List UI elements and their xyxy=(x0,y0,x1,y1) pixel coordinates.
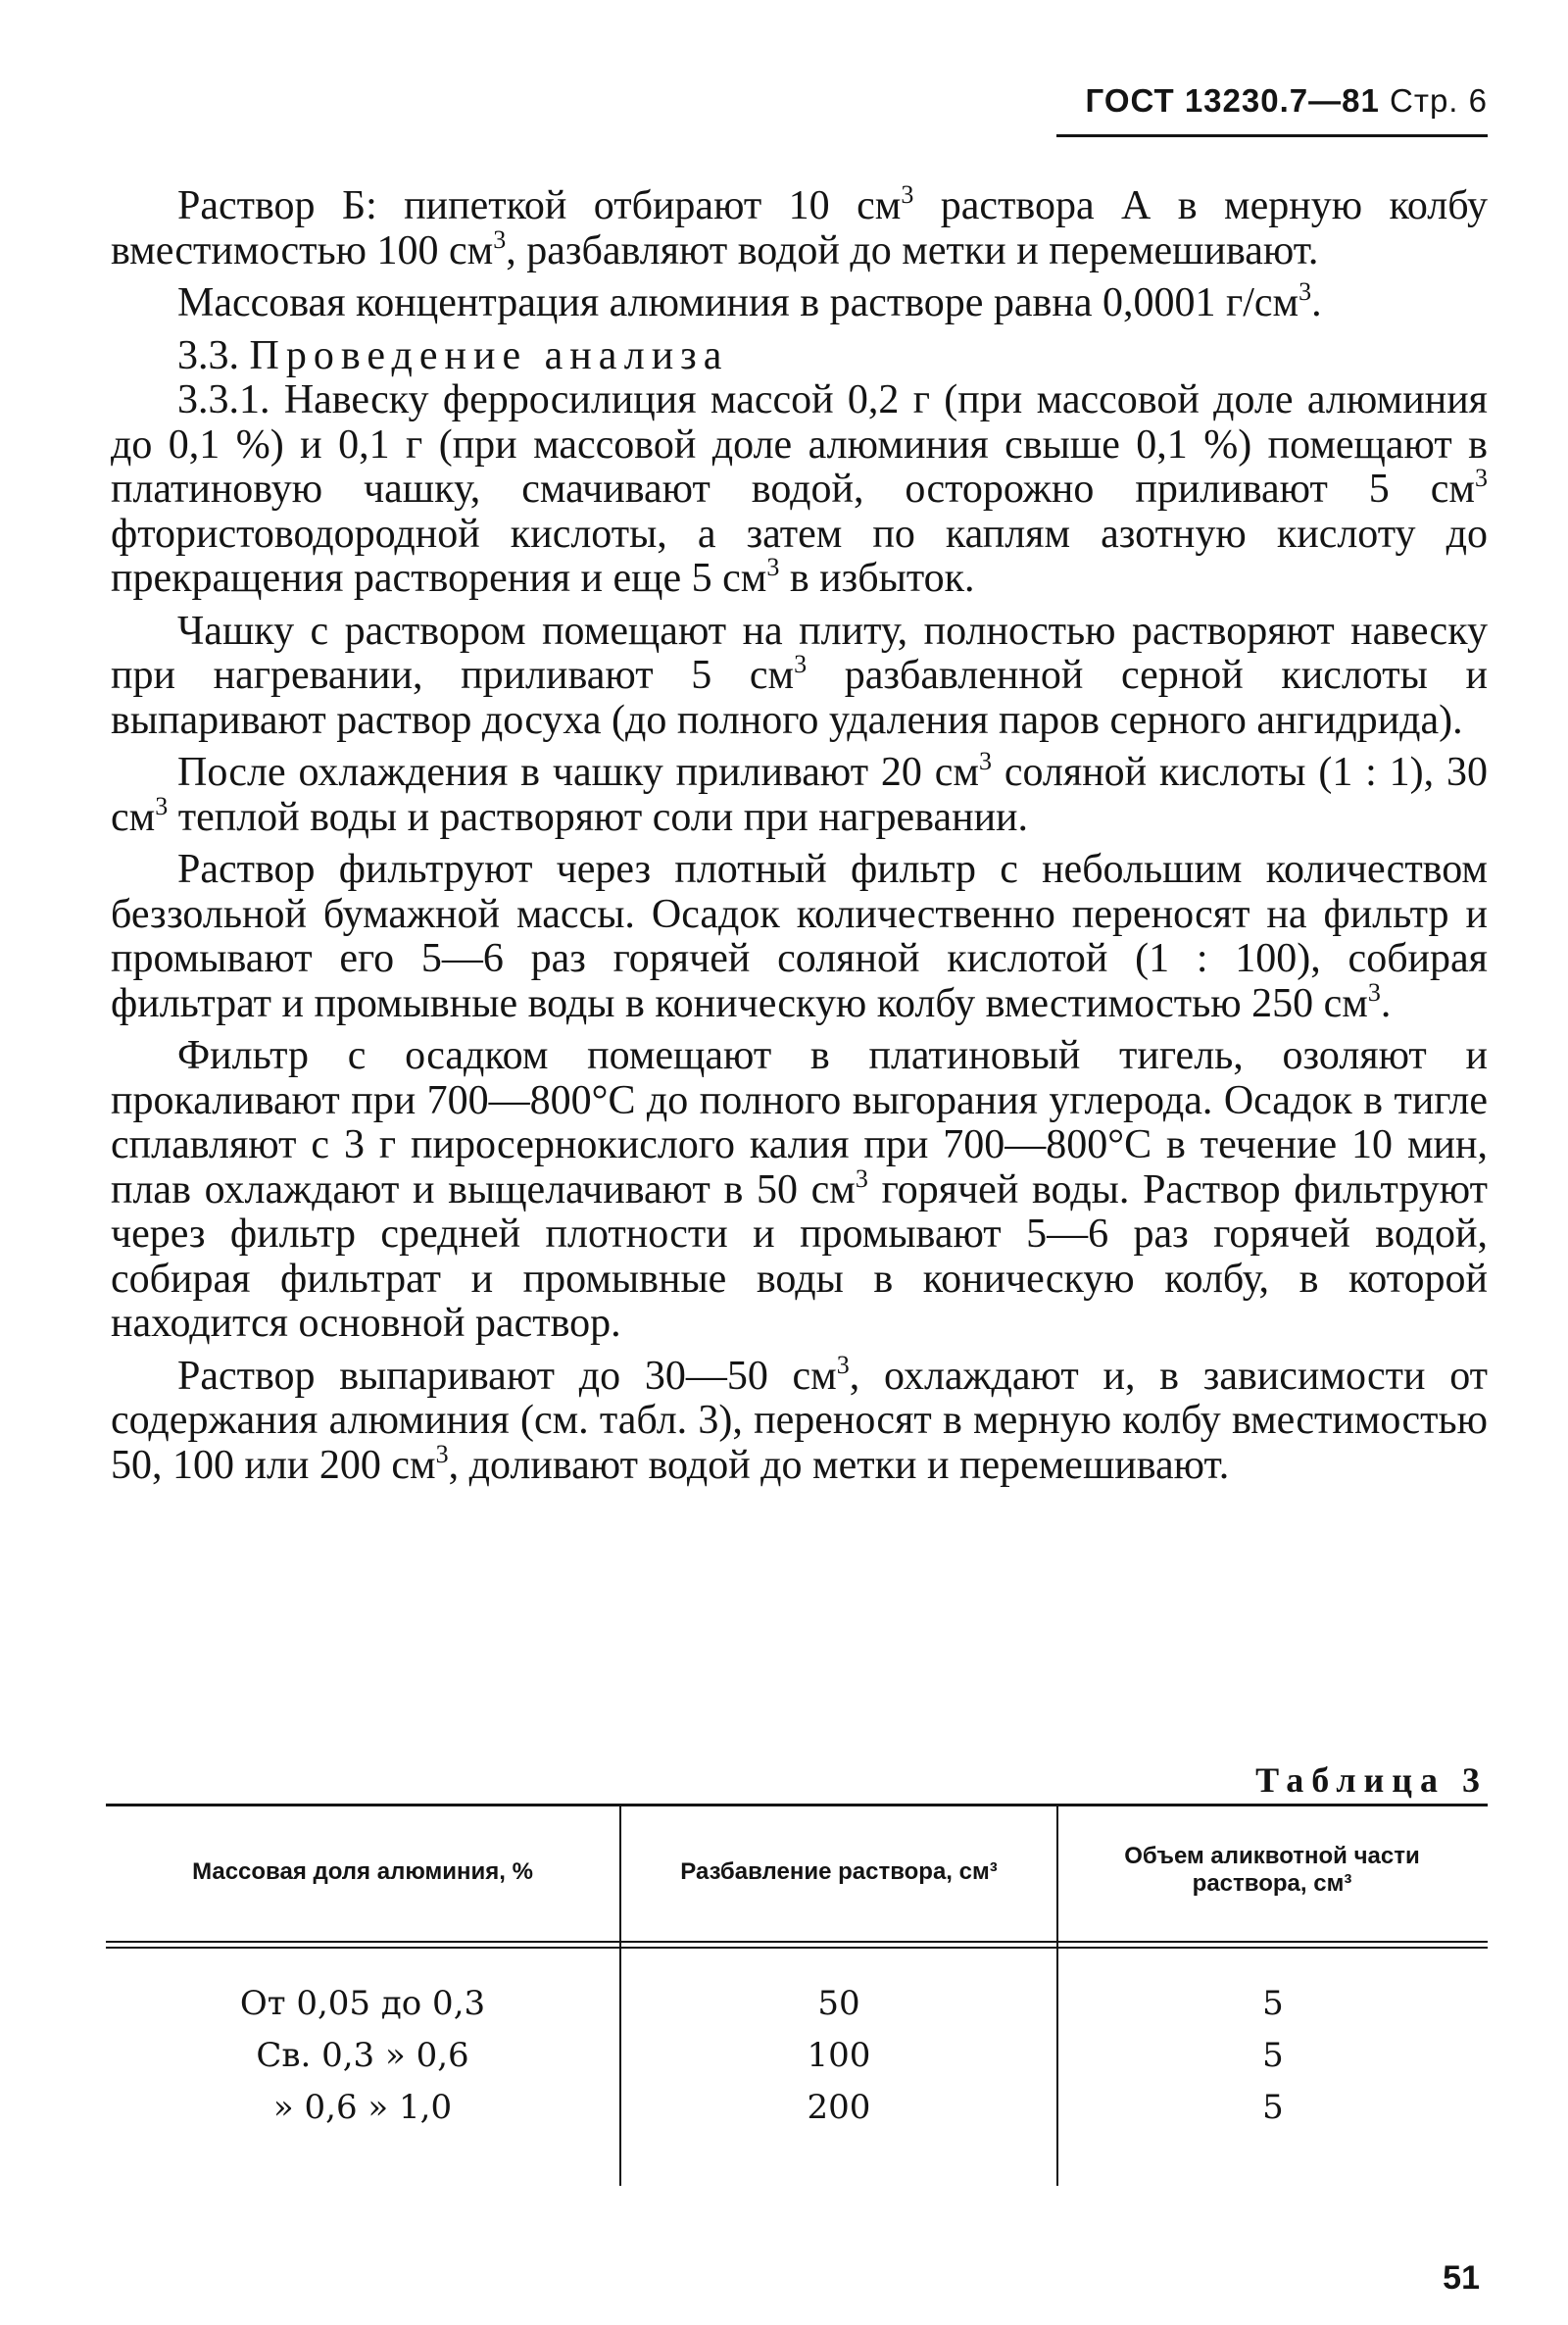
paragraph: Раствор выпаривают до 30—50 $см^3$, охлаждают и, в зависимости от содержания алюминия (см. табл. 3), переносят в мерную колбу вместимостью 50, 100 или 200 $см^3$, доливают водой до метки и перемешивают. xyxy=(111,1350,1489,1488)
col-header-aliquot: Объем аликвотной части раствора, см³ xyxy=(1124,1843,1420,1897)
paragraph: Раствор фильтруют через плотный фильтр с небольшим количеством беззольной бумажной массы. Осадок количественно переносят на фильтр и промывают его 5—6 раз горячей соляной кислотой (1 : 100), собирая фильтрат и промывные воды в коническую колбу вместимостью 250 $см^3$. xyxy=(111,847,1488,1026)
table-cell: 5 xyxy=(1262,2036,1284,2075)
paragraph: Массовая концентрация алюминия в растворе равна 0,0001 $г/см^3$. xyxy=(177,277,1322,325)
column-aliquot xyxy=(1058,1978,1488,2134)
table-cell: » 0,6 » 1,0 xyxy=(272,2088,453,2127)
col-header-fraction: Массовая доля алюминия, % xyxy=(192,1858,533,1885)
section-heading: 3.3. Проведение анализа xyxy=(177,332,729,378)
column-dilution xyxy=(621,1978,1056,2134)
table-cell: 5 xyxy=(1262,1984,1284,2023)
standard-code: ГОСТ 13230.7—81 xyxy=(1085,82,1380,119)
document-body xyxy=(111,180,1489,1488)
page-number: 51 xyxy=(1443,2259,1480,2297)
header-bottom-rule xyxy=(106,1941,1488,1943)
table-cell: 50 xyxy=(817,1984,860,2023)
column-fraction xyxy=(106,1978,619,2134)
header-bottom-rule-2 xyxy=(106,1947,1488,1949)
paragraph: Чашку с раствором помещают на плиту, полностью растворяют навеску при нагревании, приливают 5 $см^3$ разбавленной серной кислоты и выпаривают раствор досуха (до полного удаления паров серного ангидрида). xyxy=(111,608,1488,743)
paragraph: После охлаждения в чашку приливают 20 $см^3$ соляной кислоты (1 : 1), 30 $см^3$ теплой воды и растворяют соли при нагревании. xyxy=(111,747,1488,840)
table-cell: 100 xyxy=(807,2036,871,2075)
page-header xyxy=(1056,82,1488,120)
paragraph: Фильтр с осадком помещают в платиновый тигель, озоляют и прокаливают при 700—800°С до полного выгорания углерода. Осадок в тигле сплавляют с 3 г пиросернокислого калия при 700—800°С в течение 10 мин, плав охлаждают и выщелачивают в 50 $см^3$ горячей воды. Раствор фильтруют через фильтр средней плотности и промывают 5—6 раз горячей водой, собирая фильтрат и промывные воды в коническую колбу, в которой находится основной раствор. xyxy=(111,1033,1488,1346)
paragraph: 3.3.1. Навеску ферросилиция массой 0,2 г (при массовой доле алюминия до 0,1 %) и 0,1 г (при массовой доле алюминия свыше 0,1 %) помещают в платиновую чашку, смачивают водой, осторожно приливают 5 $см^3$ фтористоводородной кислоты, а затем по каплям азотную кислоту до прекращения растворения и еще 5 $см^3$ в избыток. xyxy=(111,377,1488,601)
table-cell: Св. 0,3 » 0,6 xyxy=(256,2036,469,2075)
col-header-dilution: Разбавление раствора, см³ xyxy=(680,1858,998,1885)
table-cell: От 0,05 до 0,3 xyxy=(239,1984,486,2023)
table-cell: 5 xyxy=(1262,2088,1284,2127)
table-top-rule xyxy=(106,1804,1488,1806)
table-cell: 200 xyxy=(807,2088,871,2127)
paragraph: Раствор Б: пипеткой отбирают 10 $см^3$ раствора А в мерную колбу вместимостью 100 $см^3$, разбавляют водой до метки и перемешивают. xyxy=(111,180,1488,273)
header-rule xyxy=(1056,134,1488,137)
table-title: Таблица 3 xyxy=(1255,1760,1488,1800)
data-table xyxy=(106,1804,1488,2186)
page-label: Стр. 6 xyxy=(1390,82,1488,119)
